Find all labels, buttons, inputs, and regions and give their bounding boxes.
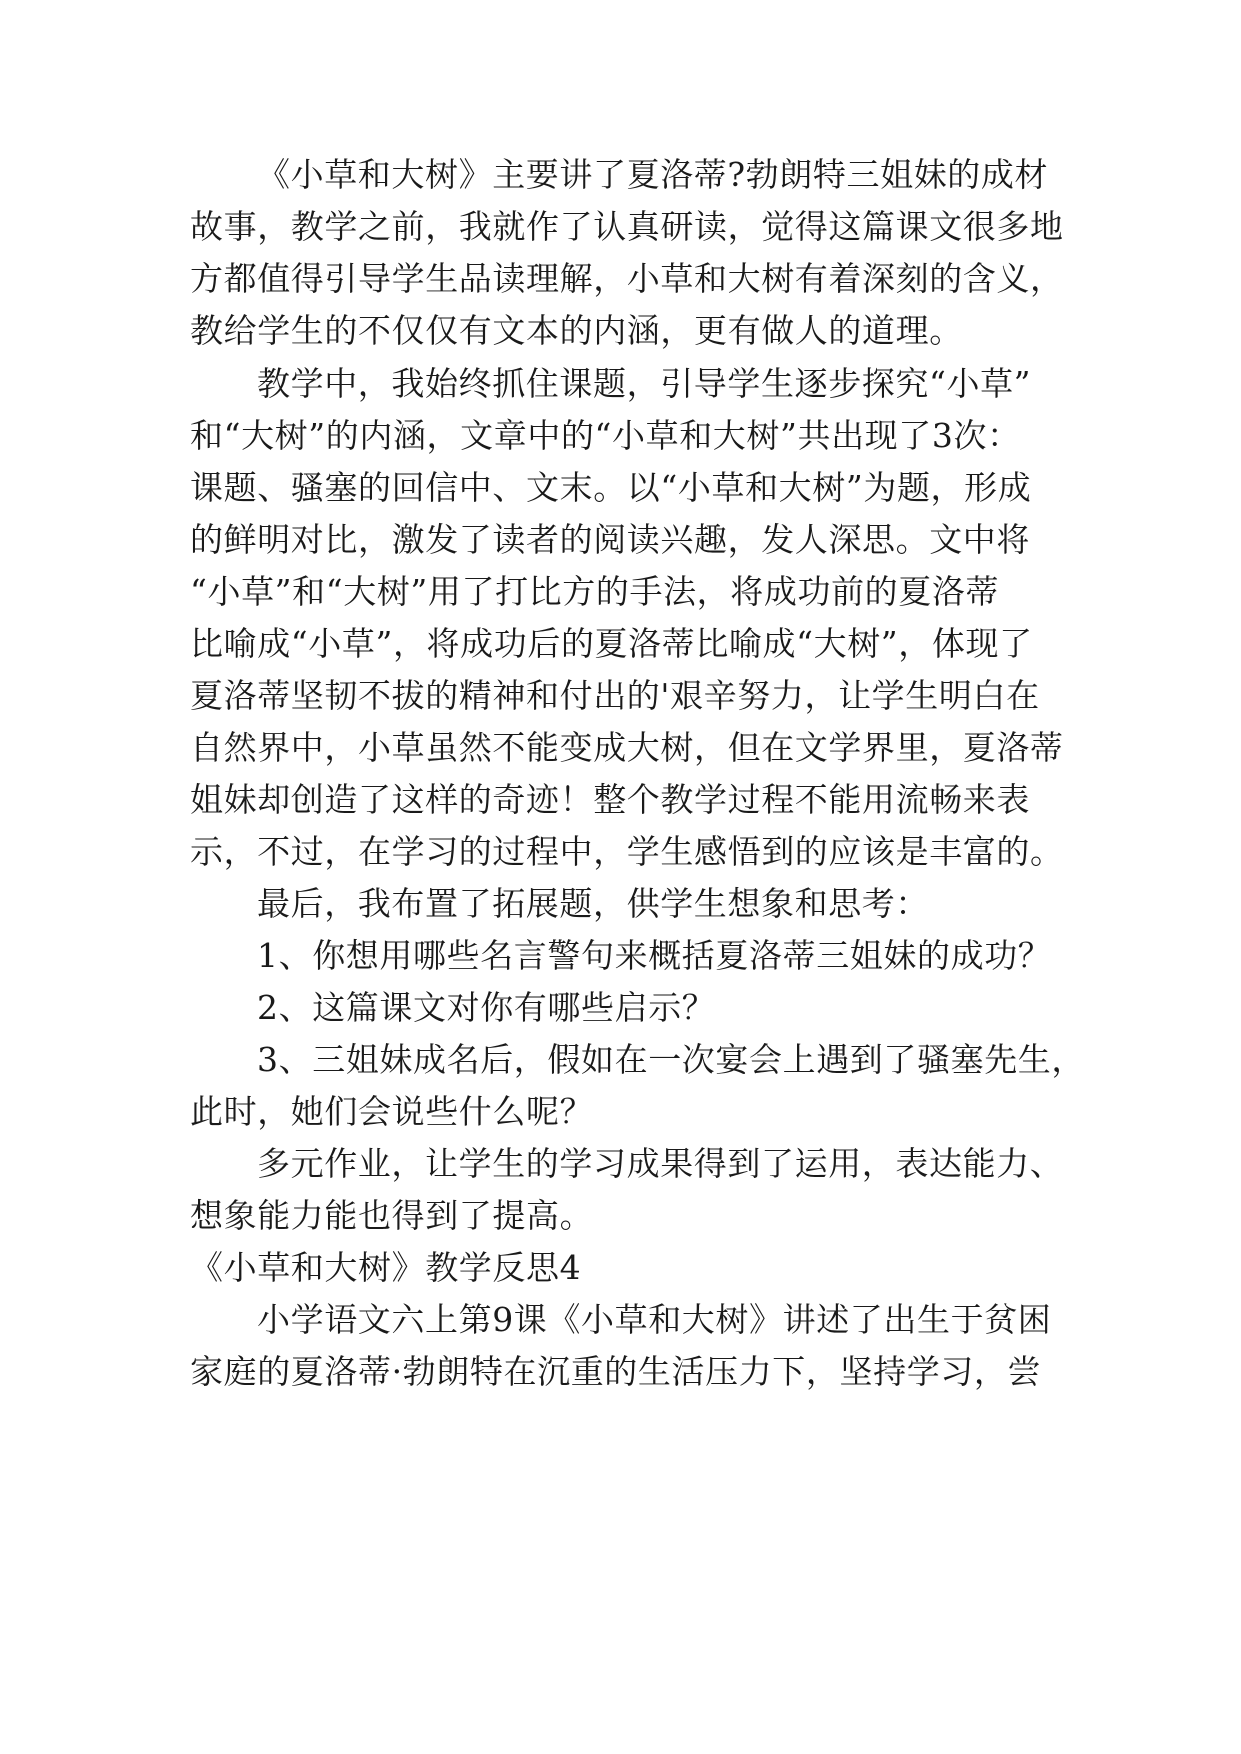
text-line: 姐妹却创造了这样的奇迹！整个教学过程不能用流畅来表	[190, 780, 1030, 819]
text-line: 和“大树”的内涵，文章中的“小草和大树”共出现了3次：	[190, 416, 1021, 455]
text-line: 小学语文六上第9课《小草和大树》讲述了出生于贫困	[257, 1300, 1052, 1339]
text-line: 的鲜明对比，激发了读者的阅读兴趣，发人深思。文中将	[190, 520, 1030, 559]
text-line: 教学中，我始终抓住课题，引导学生逐步探究“小草”	[257, 364, 1032, 403]
text-line: 3、三姐妹成名后，假如在一次宴会上遇到了骚塞先生，	[257, 1040, 1085, 1079]
text-line: 想象能力能也得到了提高。	[190, 1196, 594, 1235]
text-line: 2、这篇课文对你有哪些启示？	[257, 988, 716, 1027]
text-line: 此时，她们会说些什么呢？	[190, 1092, 594, 1131]
section-heading: 《小草和大树》教学反思4	[190, 1248, 582, 1287]
text-line: 示，不过，在学习的过程中，学生感悟到的应该是丰富的。	[190, 832, 1064, 871]
text-line: 《小草和大树》主要讲了夏洛蒂?勃朗特三姐妹的成材	[257, 155, 1049, 194]
text-line: “小草”和“大树”用了打比方的手法，将成功前的夏洛蒂	[190, 572, 1000, 611]
text-line: 1、你想用哪些名言警句来概括夏洛蒂三姐妹的成功？	[257, 936, 1052, 975]
text-line: 家庭的夏洛蒂·勃朗特在沉重的生活压力下，坚持学习，尝	[190, 1352, 1042, 1391]
text-line: 多元作业，让学生的学习成果得到了运用，表达能力、	[257, 1144, 1064, 1183]
text-line: 故事，教学之前，我就作了认真研读，觉得这篇课文很多地	[190, 207, 1064, 246]
text-line: 课题、骚塞的回信中、文末。以“小草和大树”为题，形成	[190, 468, 1032, 507]
text-line: 夏洛蒂坚韧不拔的精神和付出的'艰辛努力，让学生明白在	[190, 676, 1040, 715]
text-line: 比喻成“小草”，将成功后的夏洛蒂比喻成“大树”，体现了	[190, 624, 1033, 663]
text-line: 教给学生的不仅仅有文本的内涵，更有做人的道理。	[190, 311, 963, 350]
text-line: 最后，我布置了拓展题，供学生想象和思考：	[257, 884, 929, 923]
text-line: 方都值得引导学生品读理解，小草和大树有着深刻的含义，	[190, 259, 1064, 298]
text-line: 自然界中，小草虽然不能变成大树，但在文学界里，夏洛蒂	[190, 728, 1064, 767]
